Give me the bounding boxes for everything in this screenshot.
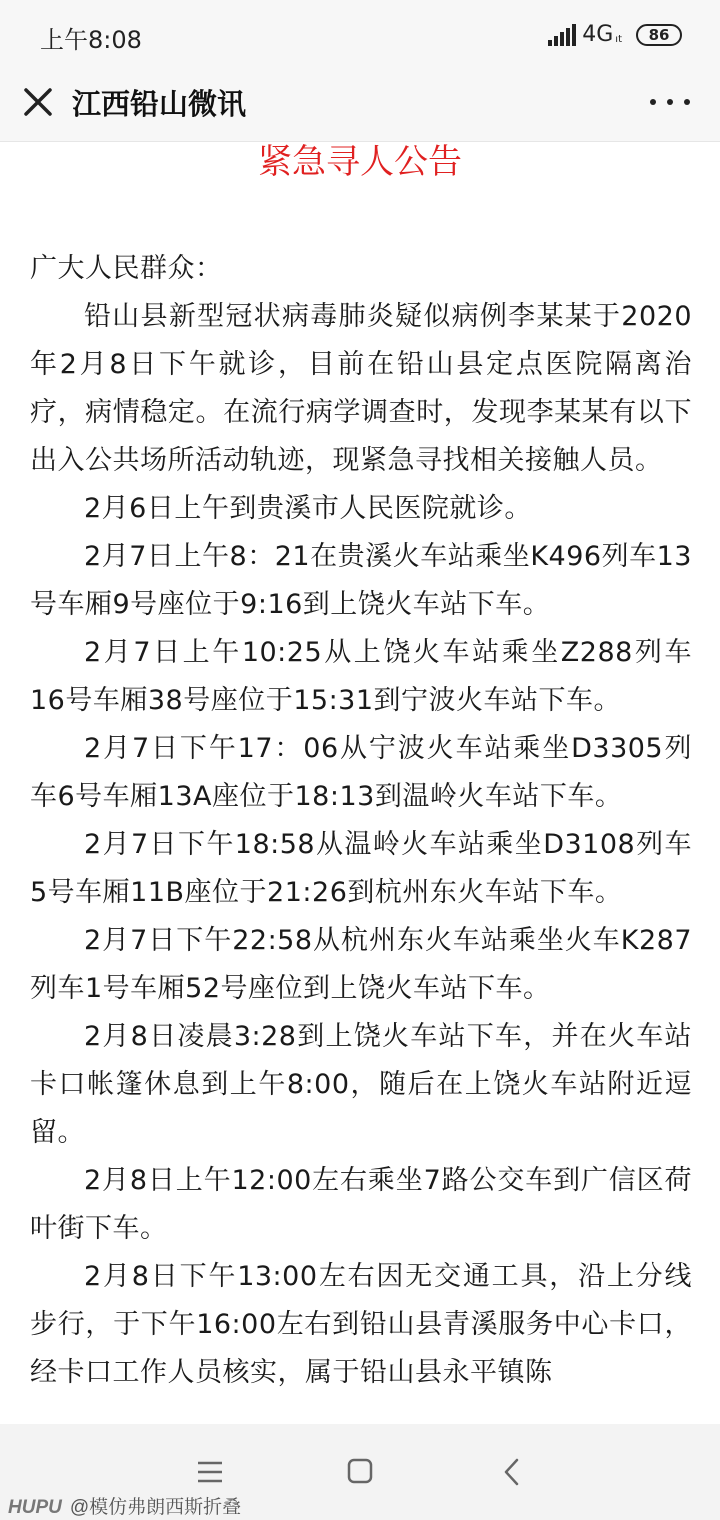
- article-body: [30, 245, 692, 1397]
- network-activity-icon: ıt: [615, 34, 622, 45]
- watermark-brand: HUPU: [8, 1497, 62, 1518]
- more-button[interactable]: [650, 88, 690, 116]
- back-chevron-icon: [492, 1454, 532, 1490]
- article-paragraph: 2月7日下午18:58从温岭火车站乘坐D3108列车5号车厢11B座位于21:26到杭州东火车站下车。: [30, 829, 692, 908]
- home-square-icon: [340, 1454, 380, 1490]
- article-paragraph: 2月8日上午12:00左右乘坐7路公交车到广信区荷叶街下车。: [30, 1165, 692, 1244]
- status-indicators: [548, 22, 682, 47]
- close-icon: [18, 82, 58, 122]
- article-paragraph: 2月8日凌晨3:28到上饶火车站下车，并在火车站卡口帐篷休息到上午8:00，随后在上饶火车站附近逗留。: [30, 1021, 692, 1148]
- article-paragraph: 2月7日上午8：21在贵溪火车站乘坐K496列车13号车厢9号座位于9:16到上饶火车站下车。: [30, 541, 692, 620]
- back-button[interactable]: [492, 1454, 532, 1490]
- more-dots-icon: [650, 99, 656, 105]
- signal-icon: [548, 24, 576, 46]
- page-title: 江西铅山微讯: [72, 87, 247, 121]
- article-paragraph: 2月6日上午到贵溪市人民医院就诊。: [84, 493, 532, 524]
- network-type: 4G: [582, 22, 614, 47]
- menu-icon: [190, 1454, 230, 1490]
- close-button[interactable]: [18, 82, 58, 122]
- article-paragraph: 铅山县新型冠状病毒肺炎疑似病例李某某于2020年2月8日下午就诊，目前在铅山县定点医院隔离治疗，病情稳定。在流行病学调查时，发现李某某有以下出入公共场所活动轨迹，现紧急寻找相关接触人员。: [30, 301, 692, 476]
- nav-bar: [0, 70, 720, 142]
- status-time: 上午8:08: [40, 26, 142, 54]
- battery-level: 86: [648, 25, 670, 44]
- watermark: [8, 1492, 241, 1519]
- watermark-text: @模仿弗朗西斯折叠: [69, 1497, 242, 1518]
- article-paragraph: 2月7日下午17：06从宁波火车站乘坐D3305列车6号车厢13A座位于18:13到温岭火车站下车。: [30, 733, 692, 812]
- article-content[interactable]: [0, 142, 720, 1424]
- battery-icon: [636, 24, 682, 46]
- article-paragraph: 2月7日下午22:58从杭州东火车站乘坐火车K287列车1号车厢52号座位到上饶火车站下车。: [30, 925, 692, 1004]
- article-title: 紧急寻人公告: [258, 142, 462, 182]
- article-paragraph: 2月8日下午13:00左右因无交通工具，沿上分线步行，于下午16:00左右到铅山县青溪服务中心卡口，经卡口工作人员核实，属于铅山县永平镇陈: [30, 1261, 692, 1388]
- home-button[interactable]: [340, 1454, 380, 1490]
- article-greeting: 广大人民群众：: [30, 253, 223, 284]
- status-bar: [0, 0, 720, 70]
- article-paragraph: 2月7日上午10:25从上饶火车站乘坐Z288列车16号车厢38号座位于15:31到宁波火车站下车。: [30, 637, 692, 716]
- menu-button[interactable]: [190, 1454, 230, 1490]
